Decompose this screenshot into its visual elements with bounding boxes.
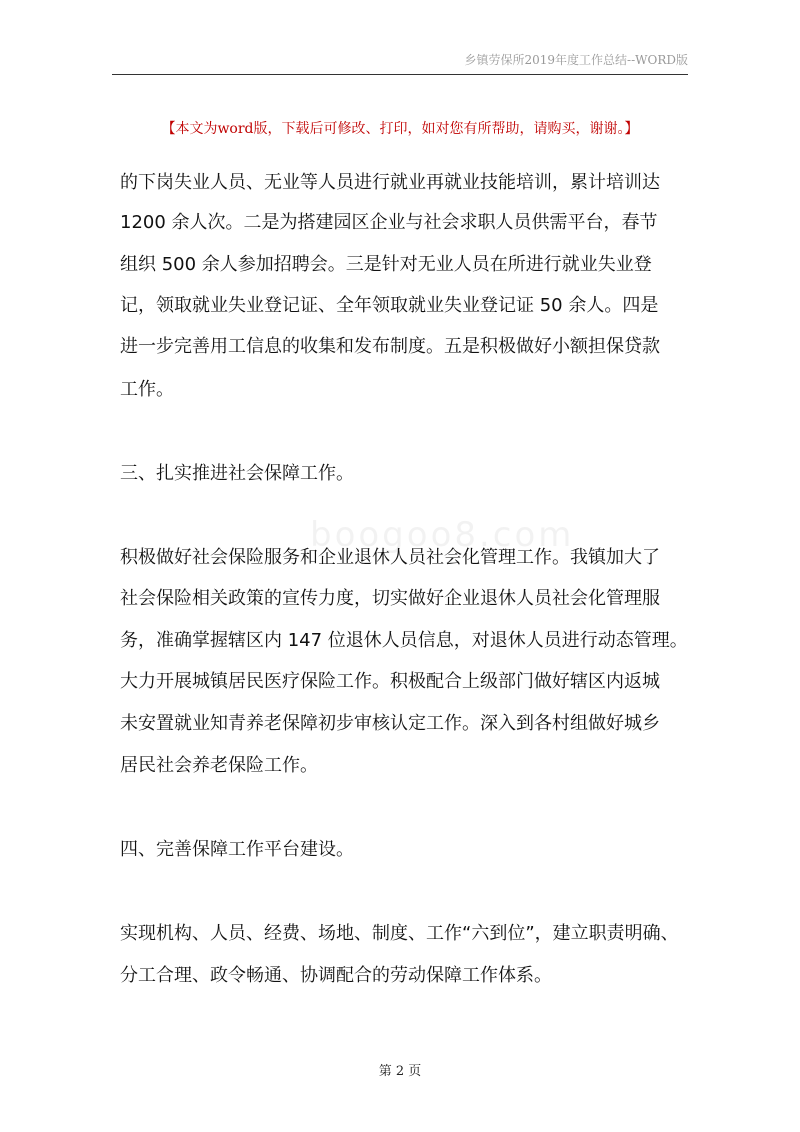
section-heading: 三、扎实推进社会保障工作。 <box>120 463 354 484</box>
body-line: 务，准确掌握辖区内 147 位退休人员信息，对退休人员进行动态管理。 <box>120 630 688 651</box>
body-line: 积极做好社会保险服务和企业退休人员社会化管理工作。我镇加大了 <box>120 547 660 568</box>
page-header: 乡镇劳保所2019年度工作总结--WORD版 <box>464 53 688 67</box>
body-line: 组织 500 余人参加招聘会。三是针对无业人员在所进行就业失业登 <box>120 254 652 275</box>
body-line: 1200 余人次。二是为搭建园区企业与社会求职人员供需平台，春节 <box>120 212 658 233</box>
page-number: 第 2 页 <box>378 1064 422 1079</box>
body-line: 记，领取就业失业登记证、全年领取就业失业登记证 50 余人。四是 <box>120 295 659 316</box>
body-line: 的下岗失业人员、无业等人员进行就业再就业技能培训，累计培训达 <box>120 172 660 193</box>
header-divider <box>112 74 688 75</box>
body-line: 实现机构、人员、经费、场地、制度、工作“六到位”，建立职责明确、 <box>120 923 679 944</box>
body-line: 社会保险相关政策的宣传力度，切实做好企业退休人员社会化管理服 <box>120 588 660 609</box>
section-heading: 四、完善保障工作平台建设。 <box>120 839 354 860</box>
purchase-notice: 【本文为word版，下载后可修改、打印，如对您有所帮助，请购买，谢谢。】 <box>161 121 639 137</box>
body-line: 进一步完善用工信息的收集和发布制度。五是积极做好小额担保贷款 <box>120 336 660 357</box>
watermark: boogoo8.com <box>310 515 575 555</box>
body-line: 未安置就业知青养老保障初步审核认定工作。深入到各村组做好城乡 <box>120 713 660 734</box>
body-line: 工作。 <box>120 379 174 400</box>
body-line: 分工合理、政令畅通、协调配合的劳动保障工作体系。 <box>120 965 552 986</box>
body-line: 居民社会养老保险工作。 <box>120 755 318 776</box>
body-line: 大力开展城镇居民医疗保险工作。积极配合上级部门做好辖区内返城 <box>120 671 660 692</box>
